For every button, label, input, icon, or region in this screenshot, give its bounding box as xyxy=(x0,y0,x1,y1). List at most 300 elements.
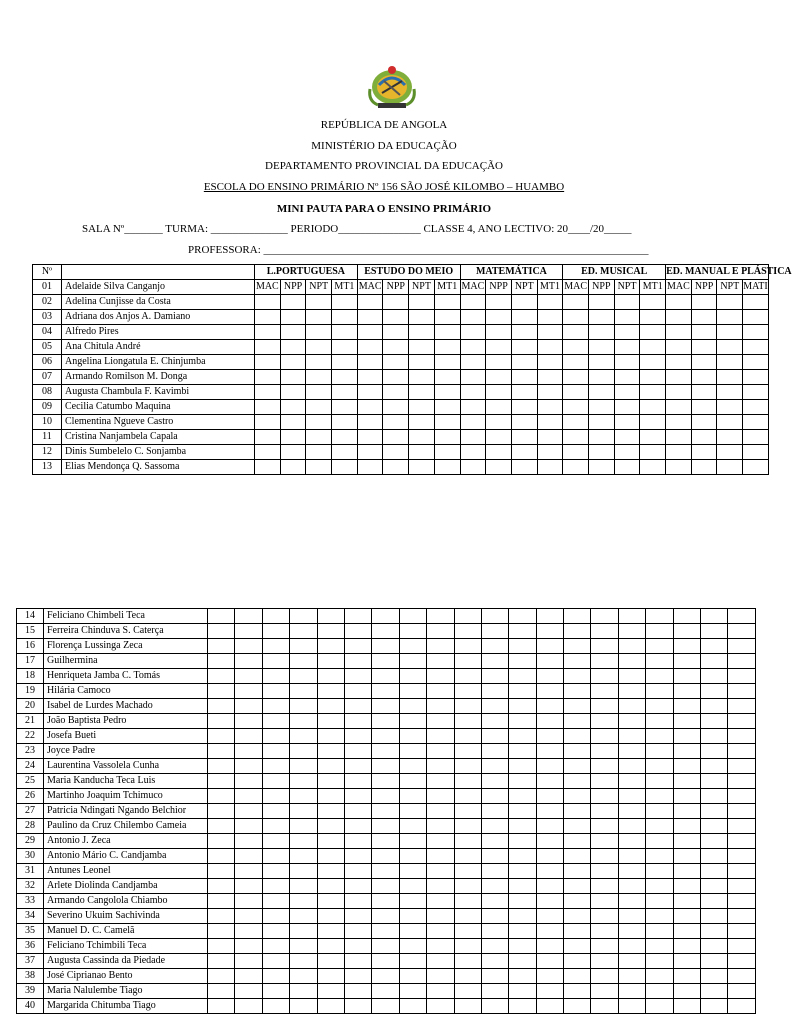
grade-cell[interactable] xyxy=(290,669,317,684)
grade-cell[interactable] xyxy=(383,355,409,370)
grade-cell[interactable] xyxy=(290,774,317,789)
grade-cell[interactable] xyxy=(618,669,645,684)
grade-cell[interactable] xyxy=(306,460,332,475)
grade-cell[interactable] xyxy=(537,325,563,340)
grade-cell[interactable] xyxy=(640,370,666,385)
grade-cell[interactable] xyxy=(306,370,332,385)
grade-cell[interactable] xyxy=(383,430,409,445)
grade-cell[interactable] xyxy=(399,849,426,864)
grade-cell[interactable] xyxy=(399,624,426,639)
grade-cell[interactable] xyxy=(409,370,435,385)
grade-cell[interactable] xyxy=(427,939,454,954)
grade-cell[interactable] xyxy=(673,774,700,789)
grade-cell[interactable] xyxy=(486,340,512,355)
grade-cell[interactable] xyxy=(614,325,640,340)
grade-cell[interactable] xyxy=(486,400,512,415)
grade-cell[interactable] xyxy=(332,385,358,400)
grade-cell[interactable] xyxy=(454,849,481,864)
grade-cell[interactable] xyxy=(618,939,645,954)
grade-cell[interactable] xyxy=(646,609,673,624)
grade-cell[interactable] xyxy=(618,849,645,864)
grade-cell[interactable] xyxy=(614,310,640,325)
grade-cell[interactable] xyxy=(537,430,563,445)
grade-cell[interactable] xyxy=(486,370,512,385)
grade-cell[interactable] xyxy=(509,714,536,729)
grade-cell[interactable] xyxy=(454,759,481,774)
grade-cell[interactable] xyxy=(290,729,317,744)
grade-cell[interactable] xyxy=(290,849,317,864)
grade-cell[interactable] xyxy=(728,699,755,714)
grade-cell[interactable] xyxy=(399,969,426,984)
grade-cell[interactable] xyxy=(511,295,537,310)
grade-cell[interactable] xyxy=(701,714,728,729)
grade-cell[interactable] xyxy=(591,999,618,1014)
grade-cell[interactable] xyxy=(427,684,454,699)
grade-cell[interactable] xyxy=(673,894,700,909)
grade-cell[interactable] xyxy=(673,984,700,999)
grade-cell[interactable] xyxy=(399,909,426,924)
grade-cell[interactable] xyxy=(486,385,512,400)
grade-cell[interactable] xyxy=(618,819,645,834)
grade-cell[interactable] xyxy=(255,400,281,415)
grade-cell[interactable] xyxy=(618,879,645,894)
grade-cell[interactable] xyxy=(673,969,700,984)
grade-cell[interactable] xyxy=(618,684,645,699)
grade-cell[interactable] xyxy=(591,699,618,714)
grade-cell[interactable] xyxy=(344,609,371,624)
grade-cell[interactable] xyxy=(728,969,755,984)
grade-cell[interactable] xyxy=(454,639,481,654)
grade-cell[interactable] xyxy=(280,340,306,355)
grade-cell[interactable] xyxy=(536,879,563,894)
grade-cell[interactable] xyxy=(290,894,317,909)
grade-cell[interactable] xyxy=(235,639,262,654)
grade-cell[interactable] xyxy=(591,684,618,699)
grade-cell[interactable] xyxy=(691,325,717,340)
grade-cell[interactable] xyxy=(511,325,537,340)
grade-cell[interactable] xyxy=(454,684,481,699)
grade-cell[interactable] xyxy=(589,460,615,475)
grade-cell[interactable] xyxy=(481,999,508,1014)
grade-cell[interactable] xyxy=(701,909,728,924)
grade-cell[interactable] xyxy=(563,460,589,475)
grade-cell[interactable] xyxy=(728,819,755,834)
grade-cell[interactable] xyxy=(537,340,563,355)
grade-cell[interactable] xyxy=(591,774,618,789)
grade-cell[interactable] xyxy=(454,654,481,669)
grade-cell[interactable] xyxy=(701,864,728,879)
grade-cell[interactable] xyxy=(262,729,289,744)
grade-cell[interactable] xyxy=(306,355,332,370)
grade-cell[interactable] xyxy=(317,999,344,1014)
grade-cell[interactable] xyxy=(460,370,486,385)
grade-cell[interactable] xyxy=(640,385,666,400)
grade-cell[interactable] xyxy=(344,939,371,954)
grade-cell[interactable] xyxy=(332,445,358,460)
grade-cell[interactable] xyxy=(618,834,645,849)
grade-cell[interactable] xyxy=(701,804,728,819)
grade-cell[interactable] xyxy=(646,699,673,714)
grade-cell[interactable] xyxy=(509,864,536,879)
grade-cell[interactable] xyxy=(591,624,618,639)
grade-cell[interactable] xyxy=(646,879,673,894)
grade-cell[interactable] xyxy=(646,834,673,849)
grade-cell[interactable] xyxy=(235,669,262,684)
grade-cell[interactable] xyxy=(563,445,589,460)
grade-cell[interactable] xyxy=(511,445,537,460)
grade-cell[interactable] xyxy=(673,999,700,1014)
grade-cell[interactable] xyxy=(618,924,645,939)
grade-cell[interactable] xyxy=(399,759,426,774)
grade-cell[interactable] xyxy=(290,954,317,969)
grade-cell[interactable] xyxy=(591,894,618,909)
grade-cell[interactable] xyxy=(208,789,235,804)
grade-cell[interactable] xyxy=(728,669,755,684)
grade-cell[interactable] xyxy=(618,654,645,669)
grade-cell[interactable] xyxy=(717,340,743,355)
grade-cell[interactable] xyxy=(399,894,426,909)
grade-cell[interactable] xyxy=(317,864,344,879)
grade-cell[interactable] xyxy=(454,744,481,759)
grade-cell[interactable] xyxy=(481,669,508,684)
grade-cell[interactable] xyxy=(646,864,673,879)
grade-cell[interactable] xyxy=(317,699,344,714)
grade-cell[interactable] xyxy=(344,954,371,969)
grade-cell[interactable] xyxy=(728,609,755,624)
grade-cell[interactable] xyxy=(344,909,371,924)
grade-cell[interactable] xyxy=(332,295,358,310)
grade-cell[interactable] xyxy=(290,789,317,804)
grade-cell[interactable] xyxy=(344,744,371,759)
grade-cell[interactable] xyxy=(646,909,673,924)
grade-cell[interactable] xyxy=(409,355,435,370)
grade-cell[interactable] xyxy=(372,789,399,804)
grade-cell[interactable] xyxy=(589,445,615,460)
grade-cell[interactable] xyxy=(235,999,262,1014)
grade-cell[interactable] xyxy=(317,954,344,969)
grade-cell[interactable] xyxy=(618,639,645,654)
grade-cell[interactable] xyxy=(235,834,262,849)
grade-cell[interactable] xyxy=(646,939,673,954)
grade-cell[interactable] xyxy=(666,430,692,445)
grade-cell[interactable] xyxy=(399,924,426,939)
grade-cell[interactable] xyxy=(509,879,536,894)
grade-cell[interactable] xyxy=(460,355,486,370)
grade-cell[interactable] xyxy=(564,834,591,849)
grade-cell[interactable] xyxy=(564,819,591,834)
grade-cell[interactable] xyxy=(564,924,591,939)
grade-cell[interactable] xyxy=(280,310,306,325)
grade-cell[interactable] xyxy=(646,669,673,684)
grade-cell[interactable] xyxy=(614,415,640,430)
grade-cell[interactable] xyxy=(460,415,486,430)
grade-cell[interactable] xyxy=(372,864,399,879)
grade-cell[interactable] xyxy=(344,789,371,804)
grade-cell[interactable] xyxy=(509,999,536,1014)
grade-cell[interactable] xyxy=(399,954,426,969)
grade-cell[interactable] xyxy=(208,804,235,819)
grade-cell[interactable] xyxy=(591,609,618,624)
grade-cell[interactable] xyxy=(262,744,289,759)
grade-cell[interactable] xyxy=(306,385,332,400)
grade-cell[interactable] xyxy=(743,460,769,475)
grade-cell[interactable] xyxy=(640,460,666,475)
grade-cell[interactable] xyxy=(317,624,344,639)
grade-cell[interactable] xyxy=(666,340,692,355)
grade-cell[interactable] xyxy=(511,310,537,325)
grade-cell[interactable] xyxy=(454,774,481,789)
grade-cell[interactable] xyxy=(434,370,460,385)
grade-cell[interactable] xyxy=(427,639,454,654)
grade-cell[interactable] xyxy=(509,834,536,849)
grade-cell[interactable] xyxy=(372,699,399,714)
grade-cell[interactable] xyxy=(591,714,618,729)
grade-cell[interactable] xyxy=(372,984,399,999)
grade-cell[interactable] xyxy=(208,684,235,699)
grade-cell[interactable] xyxy=(460,385,486,400)
grade-cell[interactable] xyxy=(728,924,755,939)
grade-cell[interactable] xyxy=(357,370,383,385)
grade-cell[interactable] xyxy=(536,939,563,954)
grade-cell[interactable] xyxy=(262,759,289,774)
grade-cell[interactable] xyxy=(673,654,700,669)
grade-cell[interactable] xyxy=(481,864,508,879)
grade-cell[interactable] xyxy=(409,415,435,430)
grade-cell[interactable] xyxy=(427,669,454,684)
grade-cell[interactable] xyxy=(208,819,235,834)
grade-cell[interactable] xyxy=(357,340,383,355)
grade-cell[interactable] xyxy=(536,969,563,984)
grade-cell[interactable] xyxy=(290,759,317,774)
grade-cell[interactable] xyxy=(536,729,563,744)
grade-cell[interactable] xyxy=(399,639,426,654)
grade-cell[interactable] xyxy=(262,819,289,834)
grade-cell[interactable] xyxy=(536,774,563,789)
grade-cell[interactable] xyxy=(591,729,618,744)
grade-cell[interactable] xyxy=(280,325,306,340)
grade-cell[interactable] xyxy=(701,744,728,759)
grade-cell[interactable] xyxy=(317,909,344,924)
grade-cell[interactable] xyxy=(640,430,666,445)
grade-cell[interactable] xyxy=(666,415,692,430)
grade-cell[interactable] xyxy=(563,355,589,370)
grade-cell[interactable] xyxy=(454,789,481,804)
grade-cell[interactable] xyxy=(399,774,426,789)
grade-cell[interactable] xyxy=(591,759,618,774)
grade-cell[interactable] xyxy=(486,415,512,430)
grade-cell[interactable] xyxy=(262,684,289,699)
grade-cell[interactable] xyxy=(344,759,371,774)
grade-cell[interactable] xyxy=(383,400,409,415)
grade-cell[interactable] xyxy=(728,639,755,654)
grade-cell[interactable] xyxy=(564,774,591,789)
grade-cell[interactable] xyxy=(537,385,563,400)
grade-cell[interactable] xyxy=(536,894,563,909)
grade-cell[interactable] xyxy=(614,445,640,460)
grade-cell[interactable] xyxy=(618,864,645,879)
grade-cell[interactable] xyxy=(481,699,508,714)
grade-cell[interactable] xyxy=(332,340,358,355)
grade-cell[interactable] xyxy=(537,370,563,385)
grade-cell[interactable] xyxy=(509,624,536,639)
grade-cell[interactable] xyxy=(372,804,399,819)
grade-cell[interactable] xyxy=(427,819,454,834)
grade-cell[interactable] xyxy=(536,849,563,864)
grade-cell[interactable] xyxy=(262,909,289,924)
grade-cell[interactable] xyxy=(454,939,481,954)
grade-cell[interactable] xyxy=(509,924,536,939)
grade-cell[interactable] xyxy=(317,684,344,699)
grade-cell[interactable] xyxy=(344,984,371,999)
grade-cell[interactable] xyxy=(344,819,371,834)
grade-cell[interactable] xyxy=(427,774,454,789)
grade-cell[interactable] xyxy=(666,370,692,385)
grade-cell[interactable] xyxy=(646,684,673,699)
grade-cell[interactable] xyxy=(481,729,508,744)
grade-cell[interactable] xyxy=(372,669,399,684)
grade-cell[interactable] xyxy=(383,460,409,475)
grade-cell[interactable] xyxy=(280,295,306,310)
grade-cell[interactable] xyxy=(372,759,399,774)
grade-cell[interactable] xyxy=(399,729,426,744)
grade-cell[interactable] xyxy=(235,654,262,669)
grade-cell[interactable] xyxy=(563,325,589,340)
grade-cell[interactable] xyxy=(646,849,673,864)
grade-cell[interactable] xyxy=(564,909,591,924)
grade-cell[interactable] xyxy=(357,400,383,415)
grade-cell[interactable] xyxy=(509,984,536,999)
grade-cell[interactable] xyxy=(290,999,317,1014)
grade-cell[interactable] xyxy=(591,924,618,939)
grade-cell[interactable] xyxy=(357,460,383,475)
grade-cell[interactable] xyxy=(618,789,645,804)
grade-cell[interactable] xyxy=(290,714,317,729)
grade-cell[interactable] xyxy=(427,999,454,1014)
grade-cell[interactable] xyxy=(434,355,460,370)
grade-cell[interactable] xyxy=(591,909,618,924)
grade-cell[interactable] xyxy=(372,849,399,864)
grade-cell[interactable] xyxy=(701,654,728,669)
grade-cell[interactable] xyxy=(357,445,383,460)
grade-cell[interactable] xyxy=(509,789,536,804)
grade-cell[interactable] xyxy=(290,969,317,984)
grade-cell[interactable] xyxy=(409,460,435,475)
grade-cell[interactable] xyxy=(208,924,235,939)
grade-cell[interactable] xyxy=(618,609,645,624)
grade-cell[interactable] xyxy=(235,909,262,924)
grade-cell[interactable] xyxy=(591,864,618,879)
grade-cell[interactable] xyxy=(280,400,306,415)
grade-cell[interactable] xyxy=(262,774,289,789)
grade-cell[interactable] xyxy=(344,699,371,714)
grade-cell[interactable] xyxy=(563,370,589,385)
grade-cell[interactable] xyxy=(454,954,481,969)
grade-cell[interactable] xyxy=(728,954,755,969)
grade-cell[interactable] xyxy=(743,340,769,355)
grade-cell[interactable] xyxy=(344,684,371,699)
grade-cell[interactable] xyxy=(481,834,508,849)
grade-cell[interactable] xyxy=(536,699,563,714)
grade-cell[interactable] xyxy=(563,430,589,445)
grade-cell[interactable] xyxy=(673,744,700,759)
grade-cell[interactable] xyxy=(255,370,281,385)
grade-cell[interactable] xyxy=(344,849,371,864)
grade-cell[interactable] xyxy=(509,954,536,969)
grade-cell[interactable] xyxy=(306,325,332,340)
grade-cell[interactable] xyxy=(691,460,717,475)
grade-cell[interactable] xyxy=(454,624,481,639)
grade-cell[interactable] xyxy=(235,819,262,834)
grade-cell[interactable] xyxy=(434,310,460,325)
grade-cell[interactable] xyxy=(646,759,673,774)
grade-cell[interactable] xyxy=(701,684,728,699)
grade-cell[interactable] xyxy=(481,879,508,894)
grade-cell[interactable] xyxy=(701,639,728,654)
grade-cell[interactable] xyxy=(409,295,435,310)
grade-cell[interactable] xyxy=(434,445,460,460)
grade-cell[interactable] xyxy=(728,774,755,789)
grade-cell[interactable] xyxy=(728,804,755,819)
grade-cell[interactable] xyxy=(691,340,717,355)
grade-cell[interactable] xyxy=(317,894,344,909)
grade-cell[interactable] xyxy=(728,939,755,954)
grade-cell[interactable] xyxy=(235,864,262,879)
grade-cell[interactable] xyxy=(357,385,383,400)
grade-cell[interactable] xyxy=(344,924,371,939)
grade-cell[interactable] xyxy=(537,310,563,325)
grade-cell[interactable] xyxy=(427,849,454,864)
grade-cell[interactable] xyxy=(454,909,481,924)
grade-cell[interactable] xyxy=(536,834,563,849)
grade-cell[interactable] xyxy=(235,969,262,984)
grade-cell[interactable] xyxy=(564,684,591,699)
grade-cell[interactable] xyxy=(427,624,454,639)
grade-cell[interactable] xyxy=(235,924,262,939)
grade-cell[interactable] xyxy=(481,789,508,804)
grade-cell[interactable] xyxy=(673,789,700,804)
grade-cell[interactable] xyxy=(208,759,235,774)
grade-cell[interactable] xyxy=(427,699,454,714)
grade-cell[interactable] xyxy=(640,310,666,325)
grade-cell[interactable] xyxy=(618,969,645,984)
grade-cell[interactable] xyxy=(344,669,371,684)
grade-cell[interactable] xyxy=(409,325,435,340)
grade-cell[interactable] xyxy=(344,774,371,789)
grade-cell[interactable] xyxy=(427,954,454,969)
grade-cell[interactable] xyxy=(344,969,371,984)
grade-cell[interactable] xyxy=(728,624,755,639)
grade-cell[interactable] xyxy=(317,789,344,804)
grade-cell[interactable] xyxy=(409,430,435,445)
grade-cell[interactable] xyxy=(454,969,481,984)
grade-cell[interactable] xyxy=(434,340,460,355)
grade-cell[interactable] xyxy=(728,894,755,909)
grade-cell[interactable] xyxy=(589,340,615,355)
grade-cell[interactable] xyxy=(262,804,289,819)
grade-cell[interactable] xyxy=(317,819,344,834)
grade-cell[interactable] xyxy=(399,789,426,804)
grade-cell[interactable] xyxy=(591,744,618,759)
grade-cell[interactable] xyxy=(317,774,344,789)
grade-cell[interactable] xyxy=(717,370,743,385)
grade-cell[interactable] xyxy=(743,445,769,460)
grade-cell[interactable] xyxy=(691,370,717,385)
grade-cell[interactable] xyxy=(717,445,743,460)
grade-cell[interactable] xyxy=(536,909,563,924)
grade-cell[interactable] xyxy=(344,894,371,909)
grade-cell[interactable] xyxy=(290,834,317,849)
grade-cell[interactable] xyxy=(673,714,700,729)
